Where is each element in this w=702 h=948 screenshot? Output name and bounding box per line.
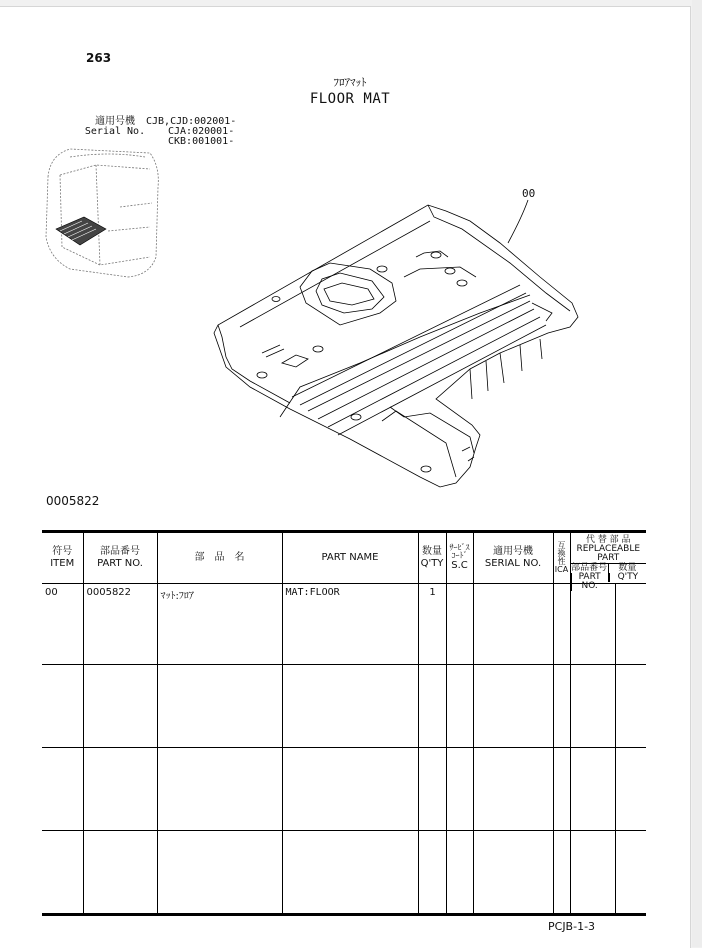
table-row xyxy=(42,584,646,665)
cell-name-jp: ﾏｯﾄ:ﾌﾛｱ xyxy=(160,591,194,602)
parts-table xyxy=(42,530,646,916)
cell-service-code xyxy=(447,584,473,587)
title-japanese: ﾌﾛｱﾏｯﾄ xyxy=(333,76,367,89)
header-serial-no: 適用号機 SERIAL NO. xyxy=(473,532,553,584)
serial-label-jp: 適用号機 xyxy=(95,116,135,127)
header-interchangeability: 互 換 性 ICA xyxy=(553,532,570,584)
figure-number: 0005822 xyxy=(46,494,100,508)
table-row xyxy=(42,665,646,748)
header-part-no: 部品番号 PART NO. xyxy=(83,532,157,584)
page-number: 263 xyxy=(86,51,112,65)
serial-line: CJA:020001- xyxy=(168,126,235,137)
catalog-page xyxy=(0,6,691,948)
vertical-scrollbar[interactable] xyxy=(692,0,702,947)
header-part-name-jp: 部 品 名 xyxy=(157,532,282,584)
serial-line: CKB:001001- xyxy=(168,136,235,147)
footer-code: PCJB-1-3 xyxy=(548,920,596,933)
cell-item: 00 xyxy=(45,587,58,598)
cab-locator-thumbnail xyxy=(46,149,158,277)
floor-mat-part xyxy=(214,205,578,487)
header-part-name-en: PART NAME xyxy=(282,532,418,584)
cell-part-no: 0005822 xyxy=(86,587,132,598)
table-row xyxy=(42,748,646,831)
callout-item-number: 00 xyxy=(522,187,536,200)
callout-leader-line xyxy=(508,200,528,243)
cell-serial xyxy=(474,584,553,587)
serial-label-en: Serial No. xyxy=(84,126,146,137)
serial-line: CJB,CJD:002001- xyxy=(146,116,237,127)
cell-qty: 1 xyxy=(429,587,436,598)
title-english: FLOOR MAT xyxy=(309,91,391,107)
table-header-row xyxy=(42,532,646,584)
header-item: 符号 ITEM xyxy=(42,532,83,584)
table-row xyxy=(42,831,646,915)
cell-ica xyxy=(554,584,570,587)
header-service-code: ｻｰﾋﾞｽ ｺｰﾄﾞ S.C xyxy=(446,532,473,584)
header-qty: 数量 Q'TY xyxy=(418,532,446,584)
header-replaceable-part: 代 替 部 品 REPLACEABLE PART 部品番号 PART NO. 数量 Q'TY xyxy=(570,532,646,584)
cell-name-en: MAT:FLOOR xyxy=(285,587,340,598)
exploded-view-drawing xyxy=(0,7,690,507)
